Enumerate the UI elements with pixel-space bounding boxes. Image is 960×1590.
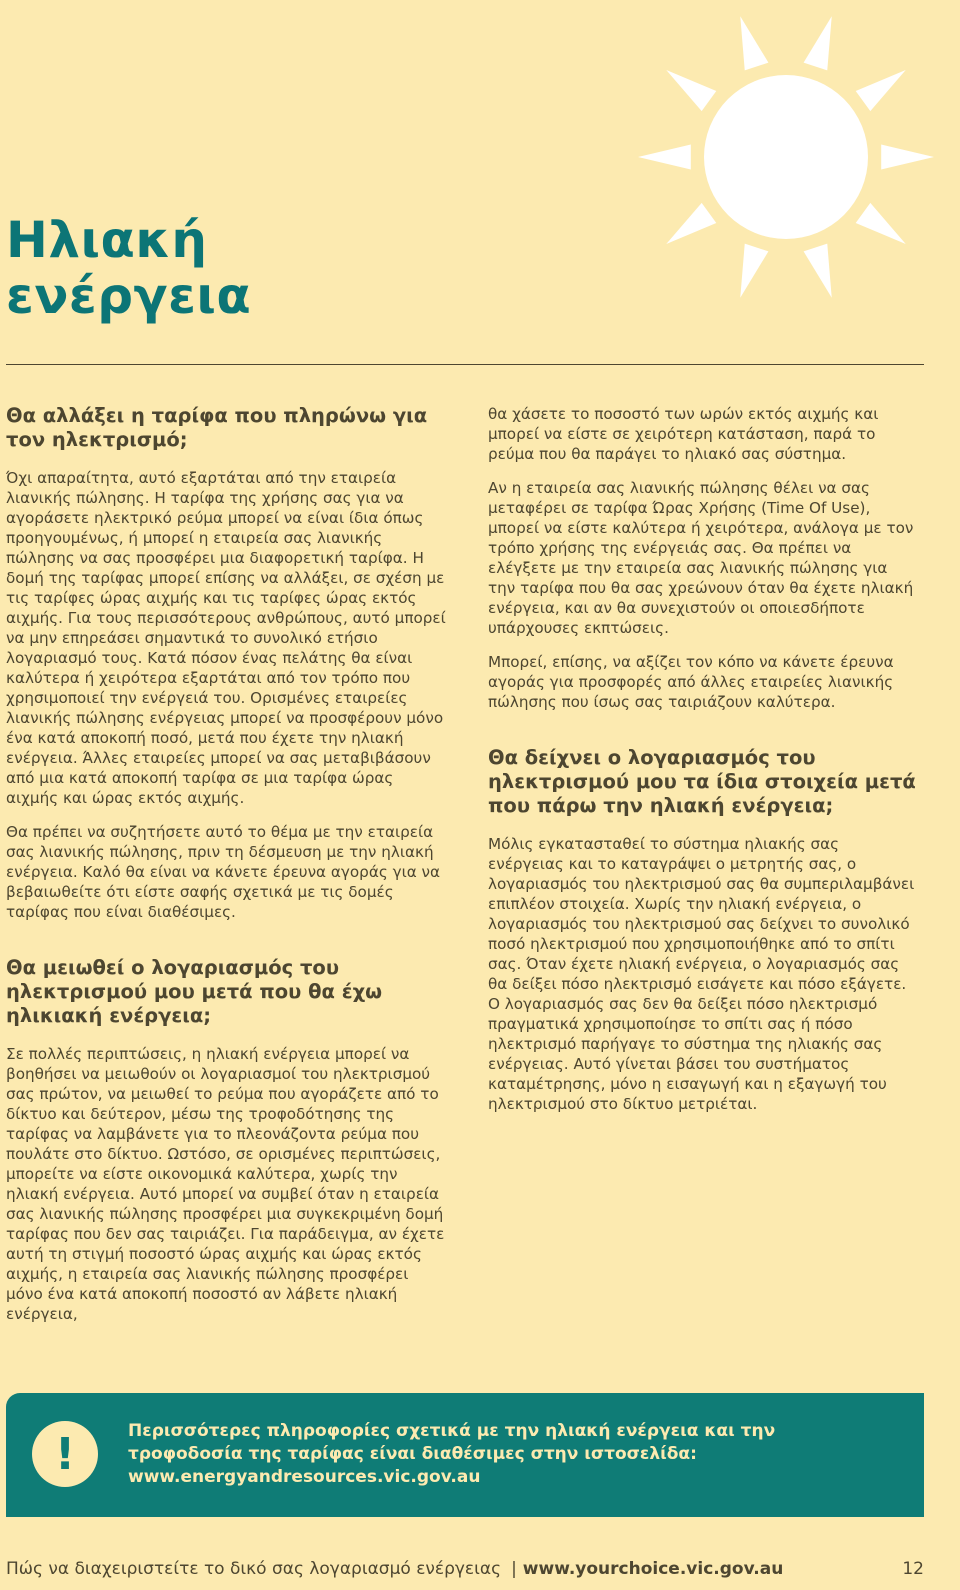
sun-ray <box>666 203 716 244</box>
paragraph: Θα πρέπει να συζητήσετε αυτό το θέμα με την εταιρεία σας λιανικής πώλησης, πριν τη δέσμευση με την ηλιακή ενέργεια. Καλό θα είναι να κάνετε έρευνα αγοράς για να βεβαιωθείτε ότι είστε σαφής σχετικά με τις δομές ταρίφας που είναι διαθέσιμες. <box>6 823 441 921</box>
sun-ray <box>740 16 768 70</box>
sun-ray <box>881 145 934 170</box>
paragraph: Μόλις εγκατασταθεί το σύστημα ηλιακής σας ενέργειας και το καταγράψει ο μετρητής σας, ο λογαριασμός του ηλεκτρισμού σας θα συμπεριλαμβάνει επιπλέον στοιχεία. Χωρίς την ηλιακή ενέργεια, ο λογαριασμός του ηλεκτρισμού σας δείχνει το συνολικό ποσό ηλεκτρισμού που χρησιμοποιήθηκε από το σπίτι σας. Όταν έχετε ηλιακή ενέργεια, ο λογαριασμός σας θα δείξει πόσο ηλεκτρισμό εισάγετε και πόσο εξάγετε. Ο λογαριασμός σας δεν θα δείξει πόσο ηλεκτρισμό πραγματικά χρησιμοποίησε το σπίτι σας ή πόσο ηλεκτρισμό παρήγαγε το σύστημα της ηλιακής σας ενέργειας. Αυτό γίνεται βάσει του συστήματος καταμέτρησης, μόνο η εισαγωγή και η εξαγωγή του ηλεκτρισμού στο δίκτυο μετριέται. <box>488 835 915 1113</box>
divider <box>6 364 924 365</box>
sun-ray <box>666 70 716 111</box>
section-heading-bill-details: Θα δείχνει ο λογαριασμός του ηλεκτρισμού μου τα ίδια στοιχεία μετά που πάρω την ηλιακή ενέργεια; <box>488 746 916 817</box>
paragraph: Μπορεί, επίσης, να αξίζει τον κόπο να κάνετε έρευνα αγοράς για προσφορές από άλλες εταιρείες λιανικής πώλησης που ίσως σας ταιριάζουν καλύτερα. <box>488 653 894 711</box>
paragraph: Όχι απαραίτητα, αυτό εξαρτάται από την εταιρεία λιανικής πώλησης. Η ταρίφα της χρήσης σας για να αγοράσετε ηλεκτρικό ρεύμα μπορεί να είναι ίδια όπως προηγουμένως, ή μπορεί η εταιρεία σας λιανικής πώλησης να σας προσφέρει μια διαφορετική ταρίφα. Η δομή της ταρίφας μπορεί επίσης να αλλάξει, σε σχέση με τις ταρίφες ώρας αιχμής και τις ταρίφες ώρας εκτός αιχμής. Για τους περισσότερους ανθρώπους, αυτό μπορεί να μην επηρεάσει σημαντικά το συνολικό ετήσιο λογαριασμό τους. Κατά πόσον ένας πελάτης θα είναι καλύτερα ή χειρότερα εξαρτάται από τον τρόπο που χρησιμοποιεί την ενέργειά του. Ορισμένες εταιρείες λιανικής πώλησης ενέργειας μπορεί να προσφέρουν μόνο ένα κατά αποκοπή ποσό, μετά που έχετε την ηλιακή ενέργεια. Άλλες εταιρείες μπορεί να σας μεταβιβάσουν από μια κατά αποκοπή ταρίφα σε μια ταρίφα ώρας αιχμής και ώρας εκτός αιχμής. <box>6 469 446 807</box>
sun-icon <box>630 0 960 310</box>
sun-ray <box>638 145 691 170</box>
callout-text: Περισσότερες πληροφορίες σχετικά με την ηλιακή ενέργεια και την τροφοδοσία της ταρίφας είναι διαθέσιμες στην ιστοσελίδα: www.energyandresources.vic.gov.au <box>128 1421 776 1487</box>
footer-url-link[interactable]: www.yourchoice.vic.gov.au <box>522 1559 784 1579</box>
section-heading-bill-reduction: Θα μειωθεί ο λογαριασμός του ηλεκτρισμού μου μετά που θα έχω ηλικιακή ενέργεια; <box>6 956 383 1027</box>
title-line-1: Ηλιακή <box>6 211 208 269</box>
page-number: 12 <box>902 1559 924 1579</box>
sun-ray <box>856 203 906 244</box>
paragraph: Σε πολλές περιπτώσεις, η ηλιακή ενέργεια μπορεί να βοηθήσει να μειωθούν οι λογαριασμοί του ηλεκτρισμού σας πρώτον, να μειωθεί το ρεύμα που αγοράζετε από το δίκτυο και δεύτερον, μέσω της τροφοδότησης της ταρίφας να λαμβάνετε για το πλεονάζοντα ρεύμα που πουλάτε στο δίκτυο. Ωστόσο, σε ορισμένες περιπτώσεις, μπορείτε να είστε οικονομικά καλύτερα, χωρίς την ηλιακή ενέργεια. Αυτό μπορεί να συμβεί όταν η εταιρεία σας λιανικής πώλησης προσφέρει μια συγκεκριμένη δομή ταρίφας που δεν σας ταιριάζει. Για παράδειγμα, αν έχετε αυτή τη στιγμή ποσοστό ώρας αιχμής και ώρας εκτός αιχμής, η εταιρεία σας λιανικής πώλησης προσφέρει μόνο ένα κατά αποκοπή ποσοστό αν λάβετε ηλιακή ενέργεια, <box>6 1045 445 1323</box>
footer-separator: | <box>511 1559 517 1579</box>
paragraph: Αν η εταιρεία σας λιανικής πώλησης θέλει να σας μεταφέρει σε ταρίφα Ώρας Χρήσης (Time Of Use), μπορεί να είστε καλύτερα ή χειρότερα, ανάλογα με τον τρόπο χρήσης της ενέργειάς σας. Θα πρέπει να ελέγξετε με την εταιρεία σας λιανικής πώλησης για την ταρίφα που θα σας χρεώνουν όταν θα έχετε ηλιακή ενέργεια, και αν θα συνεχιστούν οι οποιεσδήποτε υπάρχουσες εκπτώσεις. <box>488 479 914 637</box>
section-heading-tariff: Θα αλλάξει η ταρίφα που πληρώνω για τον ηλεκτρισμό; <box>6 404 428 451</box>
title-line-2: ενέργεια <box>6 267 252 325</box>
sun-ray <box>740 244 768 298</box>
sun-ray <box>804 16 832 70</box>
exclamation-icon: ! <box>32 1421 98 1487</box>
page-title <box>6 212 251 324</box>
footer-label: Πώς να διαχειριστείτε το δικό σας λογαριασμό ενέργειας <box>6 1559 502 1579</box>
footer <box>6 1559 924 1585</box>
info-callout <box>6 1393 924 1517</box>
right-column <box>488 404 918 1128</box>
left-column <box>6 404 446 1338</box>
sun-ray <box>804 244 832 298</box>
sun-ray <box>856 70 906 111</box>
paragraph: θα χάσετε το ποσοστό των ωρών εκτός αιχμής και μπορεί να είστε σε χειρότερη κατάσταση, παρά το ρεύμα που θα παράγει το ηλιακό σας σύστημα. <box>488 405 879 463</box>
